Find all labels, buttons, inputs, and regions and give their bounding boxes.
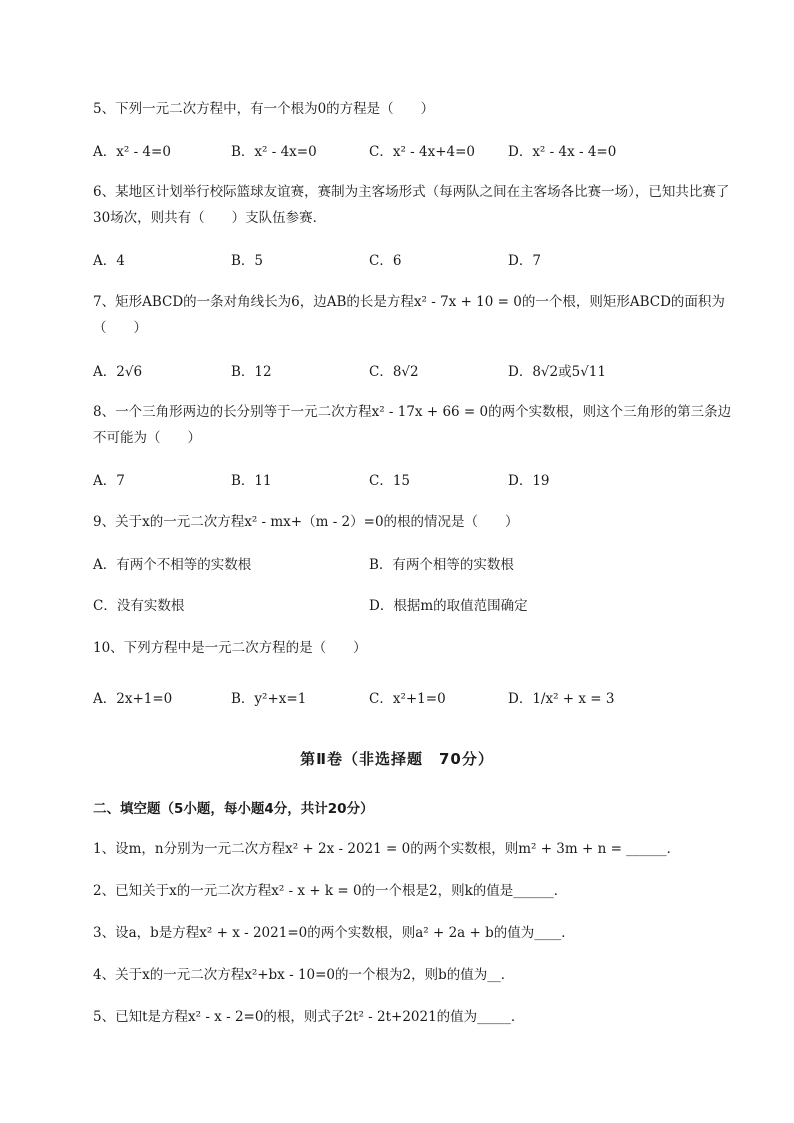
question-10: 10、下列方程中是一元二次方程的是（ ） xyxy=(93,640,367,656)
fill-blank-2: 2、已知关于x的一元二次方程x² - x + k = 0的一个根是2，则k的值是______． xyxy=(93,883,568,899)
option-b: B．5 xyxy=(231,253,264,269)
option-c: C．x²+1=0 xyxy=(369,691,446,707)
question-6-options xyxy=(93,250,733,272)
question-7: 7、矩形ABCD的一条对角线长为6，边AB的长是方程x² - 7x + 10 = 0的一个根，则矩形ABCD的面积为（ ） xyxy=(93,294,725,336)
question-9-options-row2 xyxy=(93,595,733,617)
option-c: C．15 xyxy=(369,473,411,489)
option-c: C．8√2 xyxy=(369,364,419,380)
question-9: 9、关于x的一元二次方程x² - mx+（m - 2）=0的根的情况是（ ） xyxy=(93,514,519,530)
question-8: 8、一个三角形两边的长分别等于一元二次方程x² - 17x + 66 = 0的两个实数根，则这个三角形的第三条边不可能为（ ） xyxy=(93,404,732,446)
option-c: C．6 xyxy=(369,253,402,269)
option-b: B．11 xyxy=(231,473,272,489)
option-d: D．19 xyxy=(508,473,550,489)
part-heading: 二、填空题（5小题，每小题4分，共计20分） xyxy=(93,801,374,817)
option-d: D．7 xyxy=(508,253,541,269)
fill-blank-1: 1、设m，n分别为一元二次方程x² + 2x - 2021 = 0的两个实数根，则m² + 3m + n = ______． xyxy=(93,841,681,857)
option-c: C．没有实数根 xyxy=(93,598,185,614)
option-a: A．4 xyxy=(93,253,125,269)
question-5: 5、下列一元二次方程中，有一个根为0的方程是（ ） xyxy=(93,101,435,117)
option-b: B．有两个相等的实数根 xyxy=(369,557,514,573)
option-d: D．x² - 4x - 4=0 xyxy=(508,144,617,160)
option-a: A．有两个不相等的实数根 xyxy=(93,557,252,573)
fill-blank-4: 4、关于x的一元二次方程x²+bx - 10=0的一个根为2，则b的值为__． xyxy=(93,967,515,983)
question-7-options xyxy=(93,361,733,383)
question-8-options xyxy=(93,470,733,492)
option-c: C．x² - 4x+4=0 xyxy=(369,144,476,160)
fill-blank-3: 3、设a，b是方程x² + x - 2021=0的两个实数根，则a² + 2a + b的值为____． xyxy=(93,925,575,941)
section-title: 第Ⅱ卷（非选择题 70分） xyxy=(300,750,494,768)
option-b: B．12 xyxy=(231,364,272,380)
question-10-options xyxy=(93,688,733,710)
option-d: D．1/x² + x = 3 xyxy=(508,691,615,707)
question-5-options xyxy=(93,141,733,163)
option-a: A．2√6 xyxy=(93,364,143,380)
option-a: A．x² - 4=0 xyxy=(93,144,171,160)
question-6: 6、某地区计划举行校际篮球友谊赛，赛制为主客场形式（每两队之间在主客场各比赛一场），已知共比赛了30场次，则共有（ ）支队伍参赛． xyxy=(93,184,730,226)
option-b: B．y²+x=1 xyxy=(231,691,307,707)
option-d: D．8√2或5√11 xyxy=(508,364,606,380)
option-a: A．7 xyxy=(93,473,125,489)
fill-blank-5: 5、已知t是方程x² - x - 2=0的根，则式子2t² - 2t+2021的值为_____． xyxy=(93,1009,525,1025)
option-b: B．x² - 4x=0 xyxy=(231,144,317,160)
option-a: A．2x+1=0 xyxy=(93,691,173,707)
question-9-options-row1 xyxy=(93,554,733,576)
option-d: D．根据m的取值范围确定 xyxy=(369,598,528,614)
